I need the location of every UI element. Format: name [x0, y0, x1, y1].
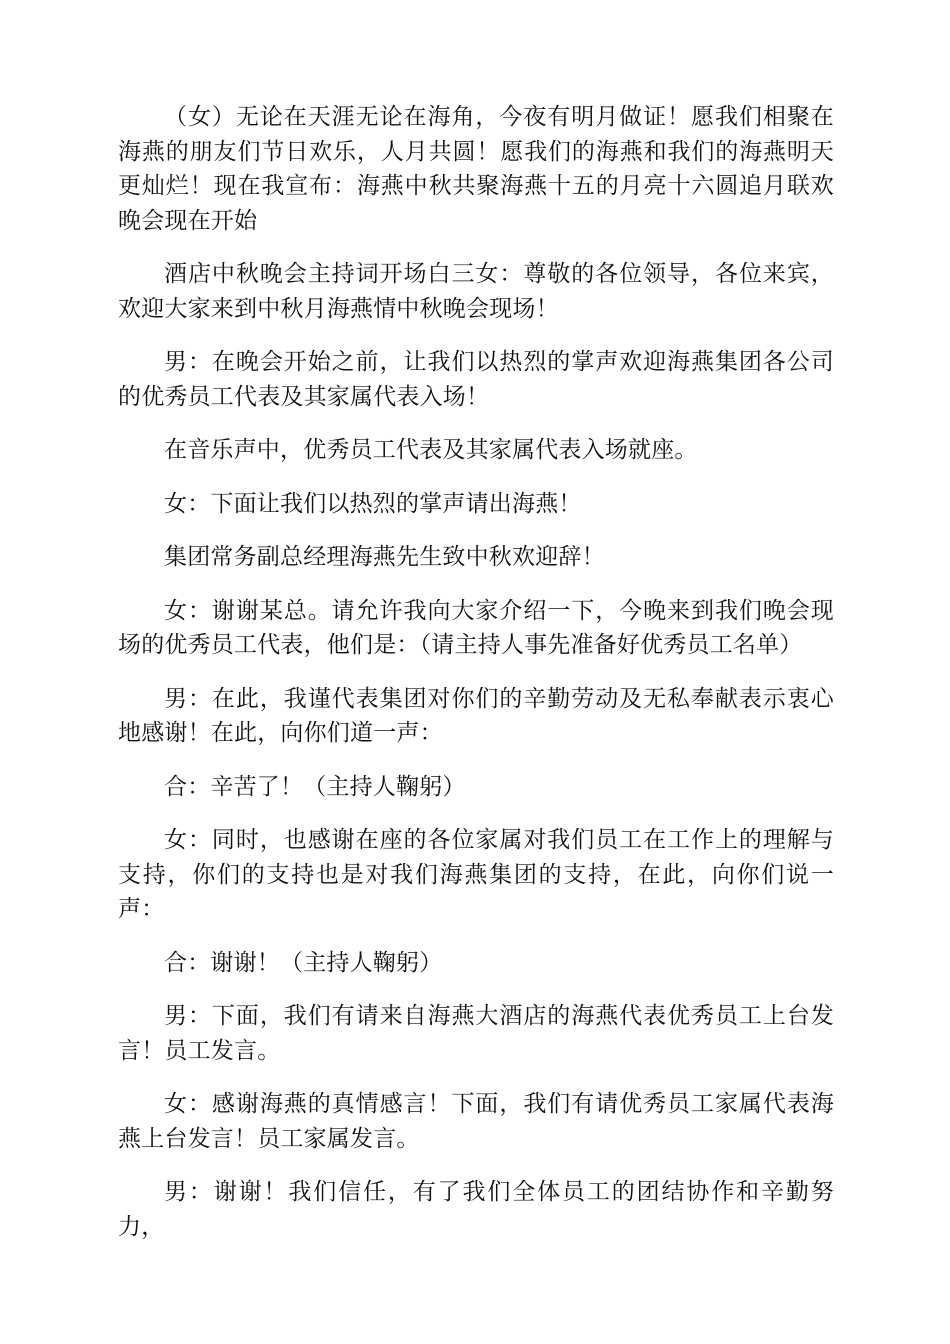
paragraph-family-speech: 女：感谢海燕的真情感言！下面，我们有请优秀员工家属代表海燕上台发言！员工家属发言。 — [118, 1091, 834, 1152]
paragraph-thanks-families: 女：同时，也感谢在座的各位家属对我们员工在工作上的理解与支持，你们的支持也是对我们海燕集团的支持，在此，向你们说一声： — [118, 827, 834, 922]
paragraph-introduce-staff: 女：谢谢某总。请允许我向大家介绍一下，今晚来到我们晚会现场的优秀员工代表，他们是：（请主持人事先准备好优秀员工名单） — [118, 597, 834, 658]
paragraph-thanks-staff: 男：在此，我谨代表集团对你们的辛勤劳动及无私奉献表示衷心地感谢！在此，向你们道一声： — [118, 685, 834, 746]
paragraph-together-thanks: 合：谢谢！（主持人鞠躬） — [164, 949, 443, 976]
document-page — [118, 100, 834, 1263]
paragraph-together-hard-work: 合：辛苦了！（主持人鞠躬） — [164, 773, 466, 800]
paragraph-music-seating: 在音乐声中，优秀员工代表及其家属代表入场就座。 — [164, 437, 698, 463]
paragraph-applause-entry: 男：在晚会开始之前，让我们以热烈的掌声欢迎海燕集团各公司的优秀员工代表及其家属代表入场！ — [118, 349, 834, 410]
paragraph-closing-trust: 男：谢谢！我们信任，有了我们全体员工的团结协作和辛勤努力， — [118, 1179, 834, 1240]
paragraph-opening-declaration: （女）无论在天涯无论在海角，今夜有明月做证！愿我们相聚在海燕的朋友们节日欢乐，人月共圆！愿我们的海燕和我们的海燕明天更灿烂！现在我宣布：海燕中秋共聚海燕十五的月亮十六圆追月联欢晚会现在开始 — [118, 104, 834, 234]
paragraph-staff-speech: 男：下面，我们有请来自海燕大酒店的海燕代表优秀员工上台发言！员工发言。 — [118, 1003, 834, 1064]
paragraph-invite-guest: 女：下面让我们以热烈的掌声请出海燕！ — [164, 490, 582, 517]
paragraph-welcome: 酒店中秋晚会主持词开场白三女：尊敬的各位领导，各位来宾，欢迎大家来到中秋月海燕情中秋晚会现场！ — [118, 261, 834, 322]
paragraph-welcome-speech: 集团常务副总经理海燕先生致中秋欢迎辞！ — [164, 544, 605, 570]
